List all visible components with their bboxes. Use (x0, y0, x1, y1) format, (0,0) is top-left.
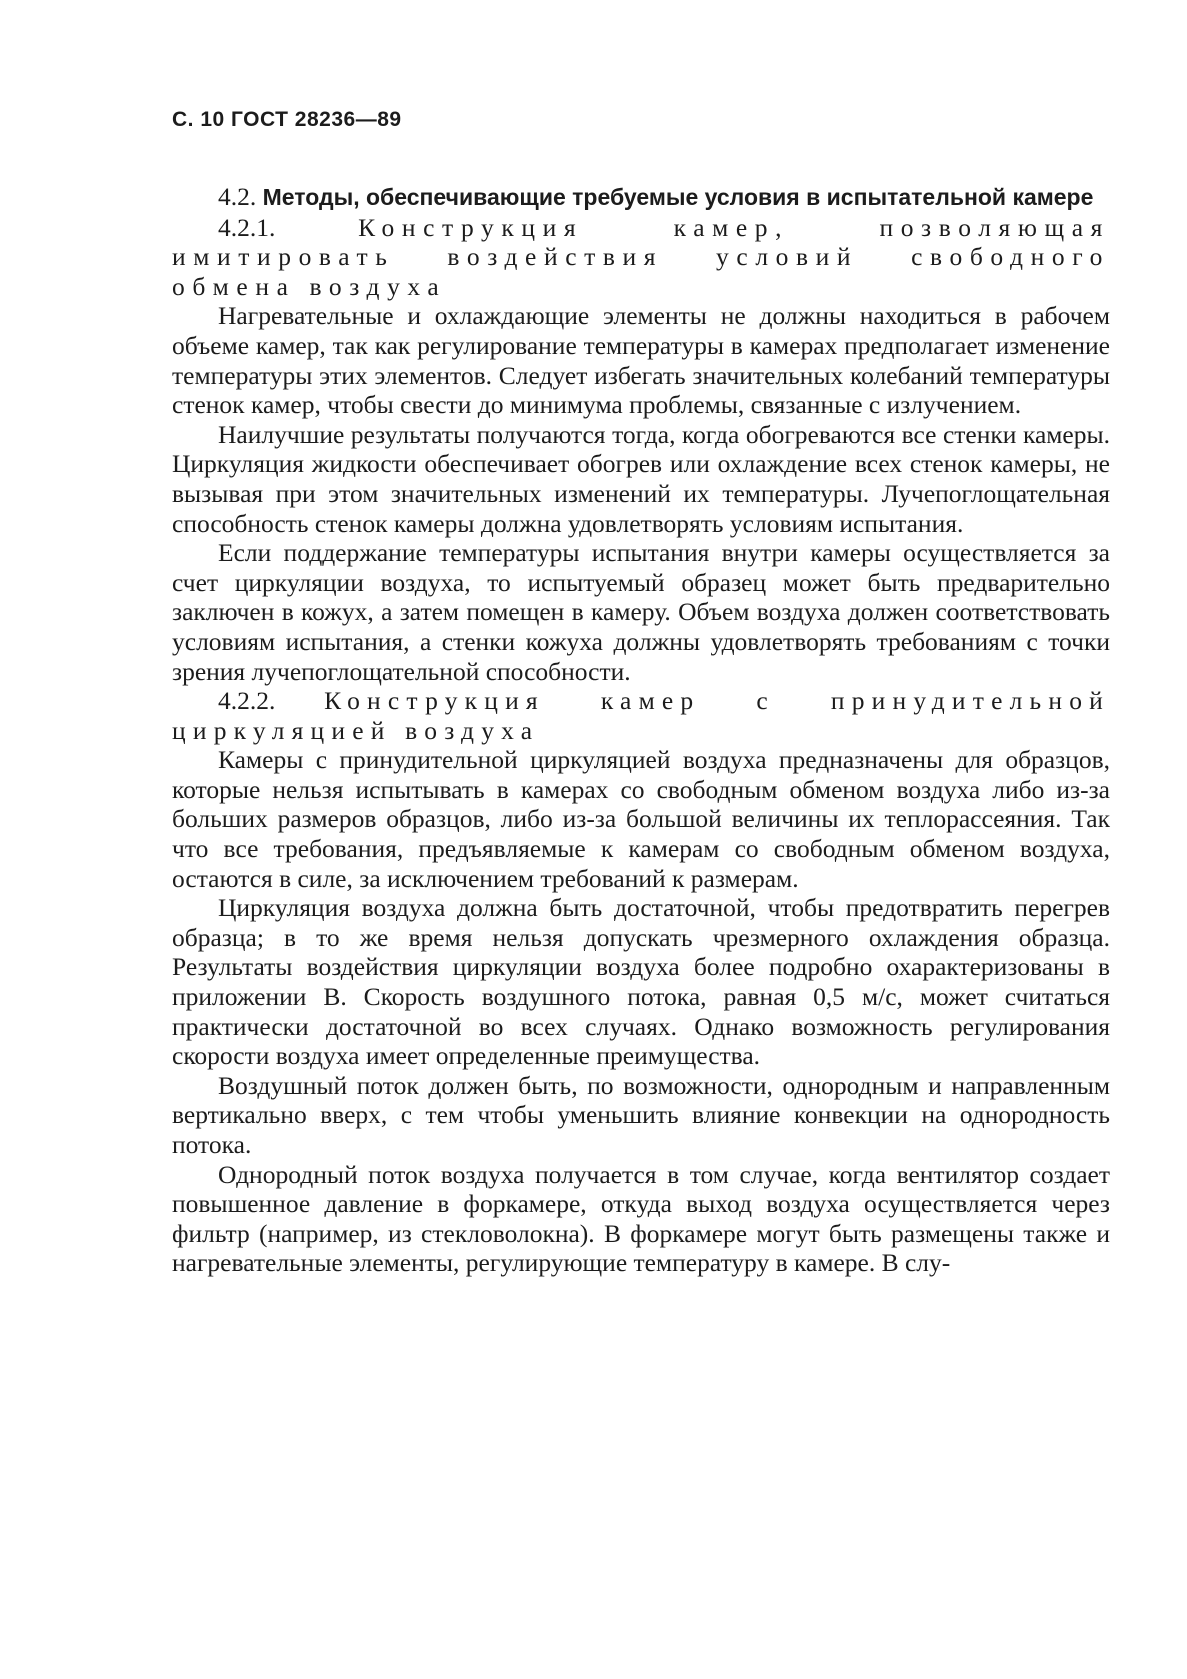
section-heading-4-2 (172, 182, 1110, 213)
page-header: С. 10 ГОСТ 28236—89 (172, 108, 402, 131)
paragraph: Наилучшие результаты получаются тогда, когда обогреваются все стенки камеры. Циркуляция жидкости обеспечивает обогрев или охлаждение всех стенок камеры, не вызывая при этом значительных изменений их температуры. Лучепоглощательная способность стенок камеры должна удовлетворять условиям испытания. (172, 419, 1110, 538)
paragraph: Воздушный поток должен быть, по возможности, однородным и направленным вертикально вверх, с тем чтобы уменьшить влияние конвекции на однородность потока. (172, 1070, 1110, 1159)
section-heading-4-2-2 (172, 686, 1110, 745)
paragraph: Если поддержание температуры испытания внутри камеры осуществляется за счет циркуляции воздуха, то испытуемый образец может быть предварительно заключен в кожух, а затем помещен в камеру. Объем воздуха должен соответствовать условиям испытания, а стенки кожуха должны удовлетворять требованиям с точки зрения лучепоглощательной способности. (172, 538, 1110, 686)
subsection-title: Конструкция камер, позволяющая имитировать воздействия условий свободного обмена воздуха (172, 212, 1110, 301)
paragraph: Камеры с принудительной циркуляцией воздуха предназначены для образцов, которые нельзя испытывать в камерах со свободным обменом воздуха либо из-за больших размеров образцов, либо из-за большой величины их теплорассеяния. Так что все требования, предъявляемые к камерам со свободным обменом воздуха, остаются в силе, за исключением требований к размерам. (172, 745, 1110, 893)
subsection-number: 4.2.1. (218, 212, 276, 242)
section-title: Методы, обеспечивающие требуемые условия в испытательной камере (262, 184, 1094, 210)
paragraph: Однородный поток воздуха получается в том случае, когда вентилятор создает повышенное давление в форкамере, откуда выход воздуха осуществляется через фильтр (например, из стекловолокна). В форкамере могут быть размещены также и нагревательные элементы, регулирующие температуру в камере. В слу- (172, 1159, 1110, 1278)
section-number: 4.2. (218, 182, 257, 211)
document-body (172, 182, 1110, 1278)
subsection-number: 4.2.2. (218, 686, 276, 716)
document-page (172, 108, 1110, 1278)
subsection-title: Конструкция камер с принудительной циркуляцией воздуха (172, 686, 1110, 745)
section-heading-4-2-1 (172, 213, 1110, 302)
paragraph: Циркуляция воздуха должна быть достаточной, чтобы предотвратить перегрев образца; в то же время нельзя допускать чрезмерного охлаждения образца. Результаты воздействия циркуляции воздуха более подробно охарактеризованы в приложении В. Скорость воздушного потока, равная 0,5 м/с, может считаться практически достаточной во всех случаях. Однако возможность регулирования скорости воздуха имеет определенные преимущества. (172, 893, 1110, 1071)
paragraph: Нагревательные и охлаждающие элементы не должны находиться в рабочем объеме камер, так как регулирование температуры в камерах предполагает изменение температуры этих элементов. Следует избегать значительных колебаний температуры стенок камер, чтобы свести до минимума проблемы, связанные с излучением. (172, 301, 1110, 420)
